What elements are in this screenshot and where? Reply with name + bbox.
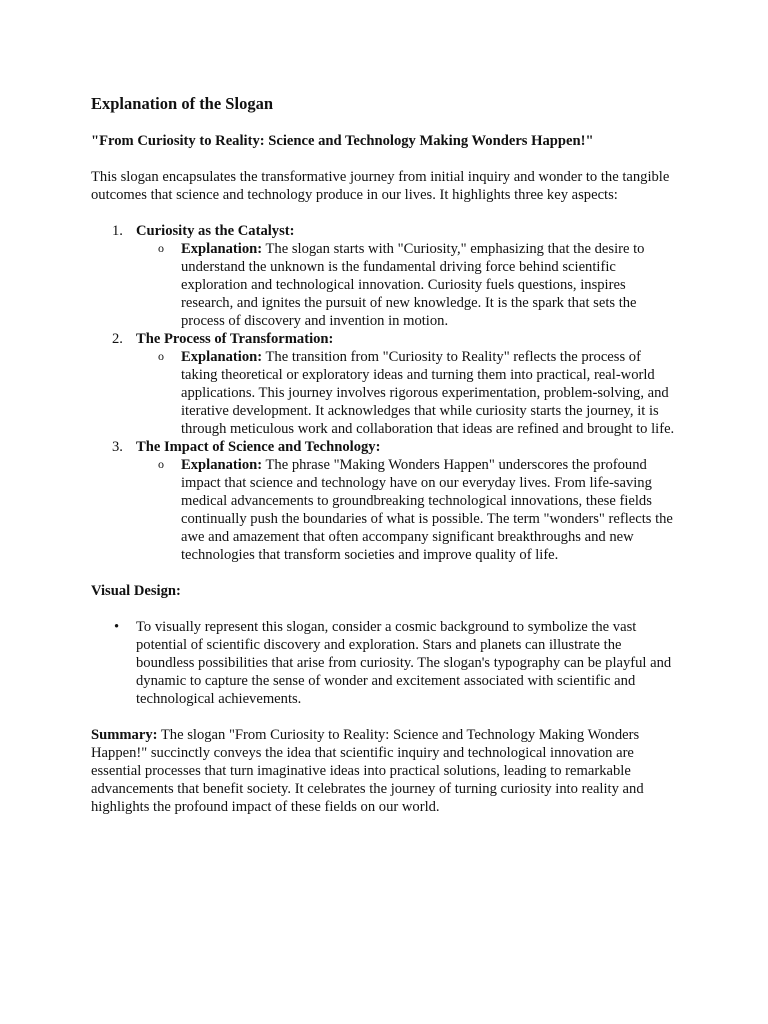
aspect-item-1 <box>91 222 678 330</box>
explanation-text: The slogan starts with "Curiosity," emphasizing that the desire to understand the unknown is the fundamental driving force behind scientific exploration and technological innovation. Curiosity fuels questions, inspires research, and ignites the pursuit of new knowledge. It is the spark that sets the process of discovery and invention in motion. <box>181 241 645 329</box>
document-title: Explanation of the Slogan <box>91 94 273 113</box>
visual-design-text: To visually represent this slogan, consider a cosmic background to symbolize the vast potential of scientific discovery and exploration. Stars and planets can illustrate the boundless possibilities that arise from curiosity. The slogan's typography can be playful and dynamic to capture the sense of wonder and excitement associated with scientific and technological achievements. <box>136 619 672 707</box>
aspect-heading: The Impact of Science and Technology: <box>136 439 381 455</box>
visual-design-list <box>91 618 678 708</box>
aspect-explanation <box>136 348 678 438</box>
aspect-heading: Curiosity as the Catalyst: <box>136 223 295 239</box>
aspect-explanation <box>136 240 678 330</box>
explanation-label: Explanation: <box>181 457 263 473</box>
visual-design-heading-text: Visual Design: <box>91 583 181 599</box>
aspect-number: 1. <box>112 223 123 239</box>
explanation-text: The transition from "Curiosity to Reality" reflects the process of taking theoretical or exploratory ideas and turning them into practical, real-world applications. This journey involves rigorous experimentation, problem-solving, and iterative development. It acknowledges that while curiosity starts the journey, it is through meticulous work and collaboration that ideas are refined and brought to life. <box>181 349 675 437</box>
circle-bullet-icon: o <box>158 349 164 363</box>
explanation-label: Explanation: <box>181 349 263 365</box>
aspect-heading: The Process of Transformation: <box>136 331 334 347</box>
aspects-list <box>91 222 678 564</box>
aspect-number: 2. <box>112 331 123 347</box>
visual-design-item <box>91 618 678 708</box>
circle-bullet-icon: o <box>158 457 164 471</box>
circle-bullet-icon: o <box>158 241 164 255</box>
summary-label: Summary: <box>91 727 158 743</box>
summary-text: The slogan "From Curiosity to Reality: Science and Technology Making Wonders Happen!" succinctly conveys the idea that scientific inquiry and technological innovation are essential processes that turn imaginative ideas into practical solutions, leading to remarkable advancements that benefit society. It celebrates the journey of turning curiosity into reality and highlights the profound impact of these fields on our world. <box>91 727 644 815</box>
bullet-icon: • <box>114 619 120 635</box>
aspect-item-2 <box>91 330 678 438</box>
explanation-text: The phrase "Making Wonders Happen" underscores the profound impact that science and technology have on our everyday lives. From life-saving medical advancements to groundbreaking technological innovations, these fields continually push the boundaries of what is possible. The term "wonders" reflects the awe and amazement that often accompany significant breakthroughs and new technologies that transform societies and improve quality of life. <box>181 457 673 563</box>
visual-design-heading <box>91 582 678 600</box>
aspect-item-3 <box>91 438 678 564</box>
aspect-explanation <box>136 456 678 564</box>
intro-paragraph: This slogan encapsulates the transformative journey from initial inquiry and wonder to the tangible outcomes that science and technology produce in our lives. It highlights three key aspects: <box>91 169 670 203</box>
aspect-number: 3. <box>112 439 123 455</box>
slogan: "From Curiosity to Reality: Science and Technology Making Wonders Happen!" <box>91 133 594 149</box>
explanation-label: Explanation: <box>181 241 263 257</box>
summary-paragraph <box>91 726 678 816</box>
